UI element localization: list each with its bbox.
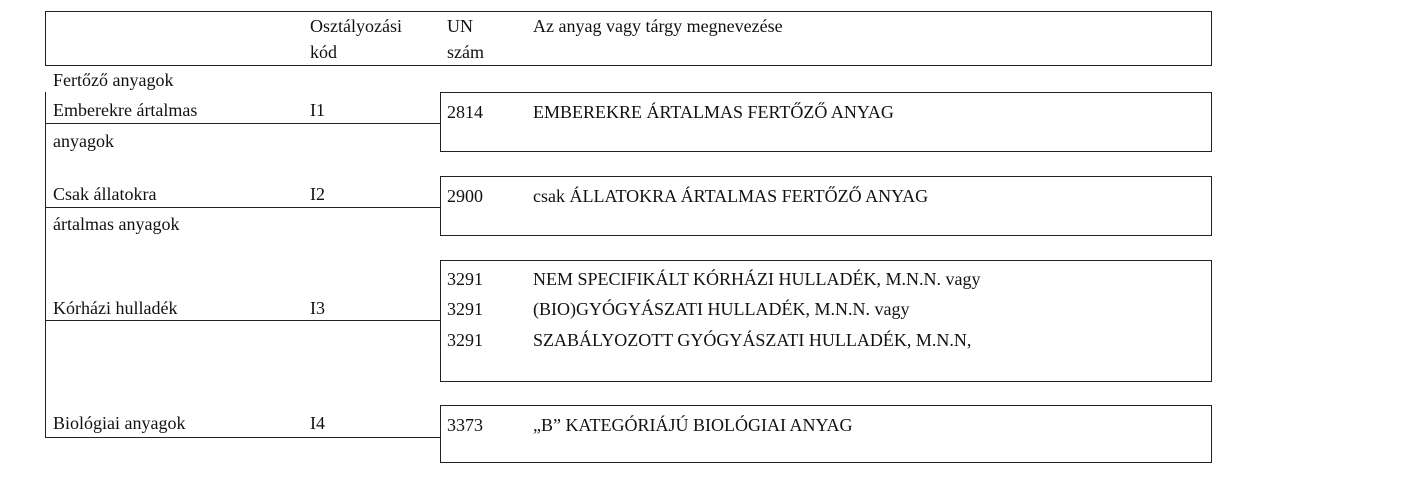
substance-name: EMBEREKRE ÁRTALMAS FERTŐZŐ ANYAG	[533, 102, 894, 122]
un-number: 3291	[447, 269, 483, 289]
row-divider	[45, 320, 441, 321]
un-number: 2814	[447, 102, 483, 122]
classification-code: I2	[310, 184, 325, 204]
un-number: 2900	[447, 186, 483, 206]
header-un-label: UN	[447, 16, 473, 36]
un-number: 3373	[447, 415, 483, 435]
category-label-cont: ártalmas anyagok	[53, 214, 180, 234]
substance-name: csak ÁLLATOKRA ÁRTALMAS FERTŐZŐ ANYAG	[533, 186, 929, 206]
classification-code: I4	[310, 413, 325, 433]
substance-name: SZABÁLYOZOTT GYÓGYÁSZATI HULLADÉK, M.N.N,	[533, 330, 972, 350]
category-label: Csak állatokra	[53, 184, 157, 204]
classification-code: I3	[310, 298, 325, 318]
substance-name: „B” KATEGÓRIÁJÚ BIOLÓGIAI ANYAG	[533, 415, 853, 435]
category-label-cont: anyagok	[53, 131, 114, 151]
left-border	[45, 92, 46, 438]
row-divider	[45, 123, 441, 124]
header-code-label-2: kód	[310, 42, 337, 62]
un-number: 3291	[447, 299, 483, 319]
classification-code: I1	[310, 100, 325, 120]
row-divider	[45, 437, 441, 438]
header-code-label: Osztályozási	[310, 16, 402, 36]
substance-name: (BIO)GYÓGYÁSZATI HULLADÉK, M.N.N. vagy	[533, 299, 910, 319]
un-number: 3291	[447, 330, 483, 350]
substance-name: NEM SPECIFIKÁLT KÓRHÁZI HULLADÉK, M.N.N. vagy	[533, 269, 981, 289]
row-divider	[45, 207, 441, 208]
header-name-label: Az anyag vagy tárgy megnevezése	[533, 16, 783, 36]
section-title: Fertőző anyagok	[53, 70, 174, 90]
category-label: Biológiai anyagok	[53, 413, 186, 433]
category-label: Emberekre ártalmas	[53, 100, 198, 120]
category-label: Kórházi hulladék	[53, 298, 178, 318]
header-un-label-2: szám	[447, 42, 484, 62]
